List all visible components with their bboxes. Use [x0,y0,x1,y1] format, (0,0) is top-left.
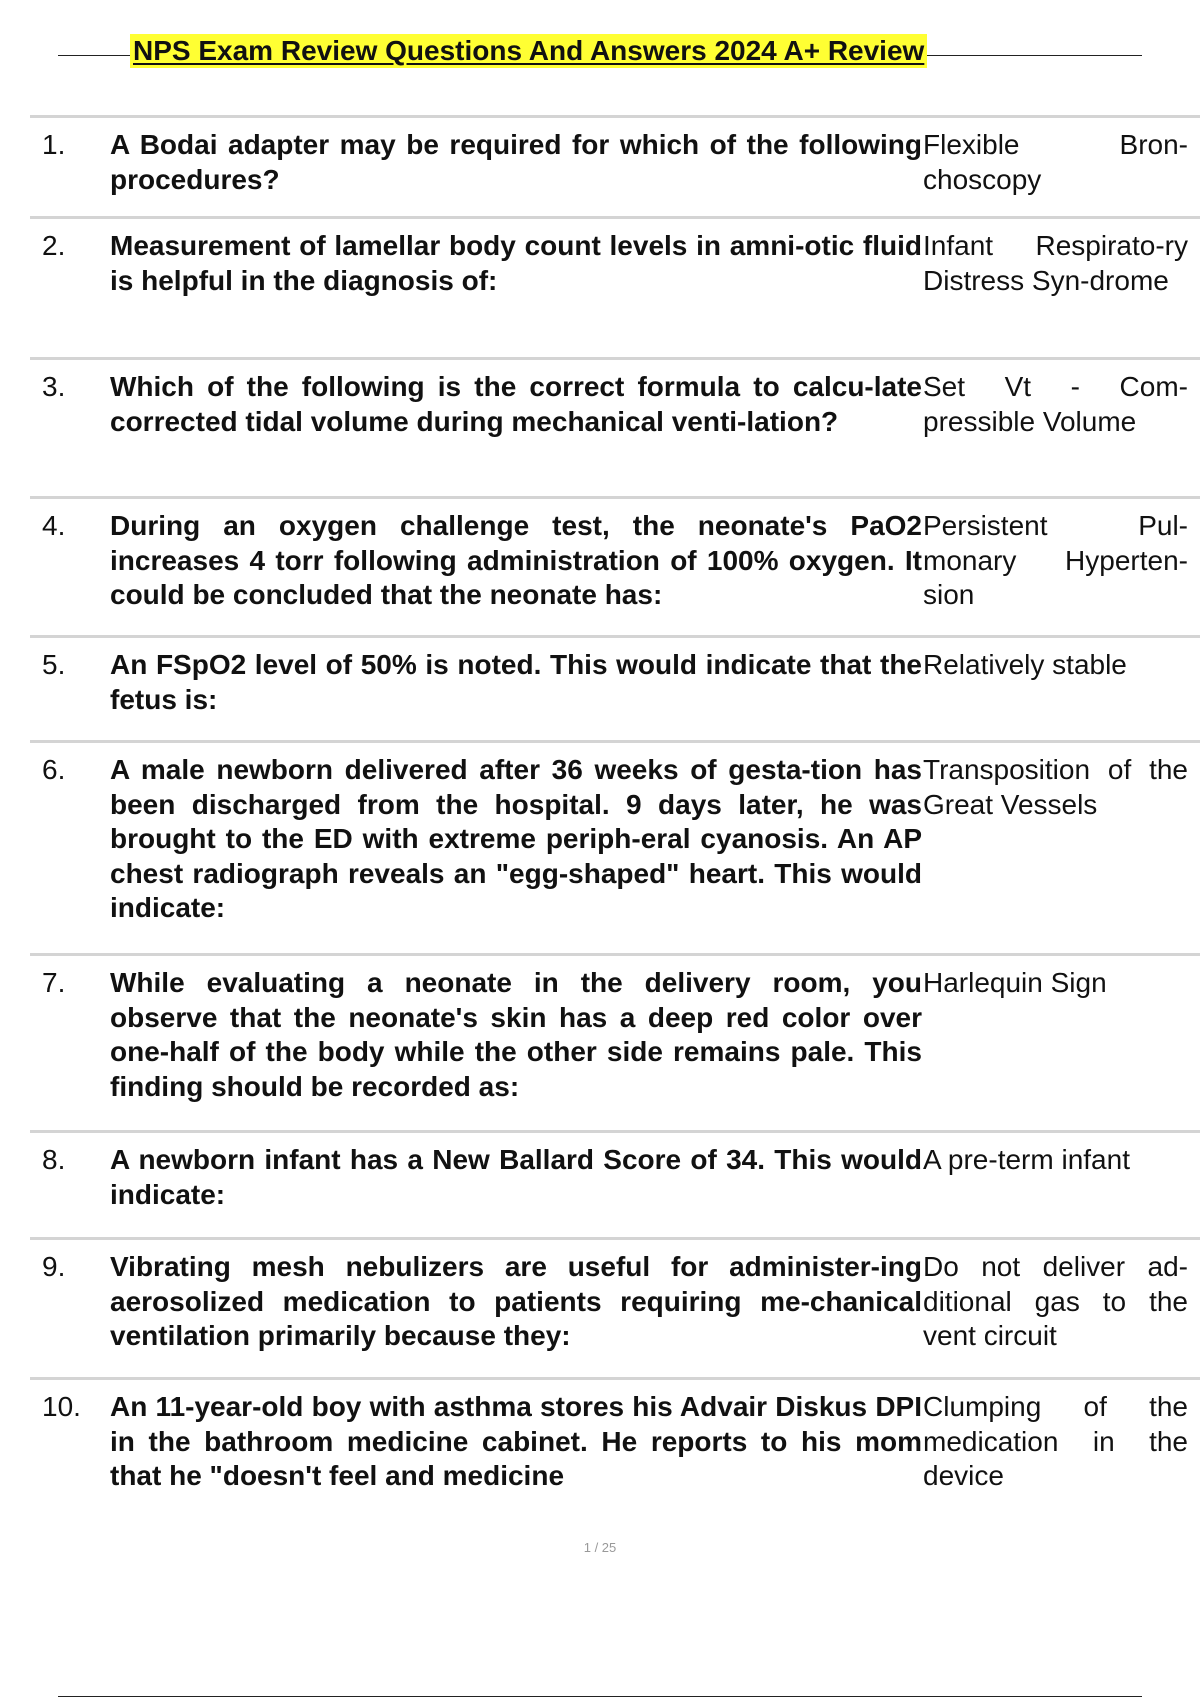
answer-text: Set Vt - Com-pressible Volume [923,371,1188,437]
qa-row [30,1237,1200,1377]
question-number: 6. [42,754,66,785]
qa-row [30,496,1200,635]
answer-text: Infant Respirato-ry Distress Syn-drome [923,230,1188,296]
answer-text: Harlequin Sign [923,967,1107,998]
question-text: A Bodai adapter may be required for which of the following procedures? [110,129,922,195]
question-number: 7. [42,967,66,998]
page-indicator: 1 / 25 [583,1540,617,1555]
answer-text: Relatively stable [923,649,1127,680]
document-title: NPS Exam Review Questions And Answers 2024 A+ Review [130,34,927,68]
question-text: A newborn infant has a New Ballard Score of 34. This would indicate: [110,1144,922,1210]
question-text: A male newborn delivered after 36 weeks of gesta-tion has been discharged from the hospital. 9 days later, he was brought to the ED with extreme periph-eral cyanosis. An AP chest radiograph reveals an "egg-shaped" heart. This would indicate: [110,754,922,923]
answer-text: Clumping of the medication in the device [923,1391,1188,1491]
qa-row [30,1130,1200,1237]
answer-text: Transposition of the Great Vessels [923,754,1188,820]
question-number: 8. [42,1144,66,1175]
question-text: During an oxygen challenge test, the neonate's PaO2 increases 4 torr following administration of 100% oxygen. It could be concluded that the neonate has: [110,510,922,610]
answer-text: Flexible Bron-choscopy [923,129,1188,195]
qa-row [30,635,1200,740]
answer-text: Do not deliver ad-ditional gas to the vent circuit [923,1251,1188,1351]
question-text: While evaluating a neonate in the delivery room, you observe that the neonate's skin has a deep red color over one-half of the body while the other side remains pale. This finding should be recorded as: [110,967,922,1102]
qa-row [30,740,1200,953]
qa-row [30,115,1200,216]
question-text: Which of the following is the correct formula to calcu-late corrected tidal volume during mechanical venti-lation? [110,371,922,437]
answer-text: A pre-term infant [923,1144,1130,1175]
answer-text: Persistent Pul-monary Hyperten-sion [923,510,1188,610]
question-text: An 11-year-old boy with asthma stores his Advair Diskus DPI in the bathroom medicine cabinet. He reports to his mom that he "doesn't feel and medicine [110,1391,922,1491]
question-number: 3. [42,371,66,402]
question-number: 9. [42,1251,66,1282]
qa-row [30,216,1200,357]
qa-table [30,115,1200,1510]
document-header [58,30,1142,70]
question-number: 4. [42,510,66,541]
question-text: Measurement of lamellar body count levels in amni-otic fluid is helpful in the diagnosis of: [110,230,922,296]
question-number: 2. [42,230,66,261]
question-number: 1. [42,129,66,160]
qa-row [30,953,1200,1130]
qa-row [30,1377,1200,1510]
question-number: 10. [42,1391,81,1422]
question-number: 5. [42,649,66,680]
qa-row [30,357,1200,496]
footer-rule [58,1696,1142,1697]
question-text: Vibrating mesh nebulizers are useful for administer-ing aerosolized medication to patients requiring me-chanical ventilation primarily because they: [110,1251,922,1351]
question-text: An FSpO2 level of 50% is noted. This would indicate that the fetus is: [110,649,922,715]
